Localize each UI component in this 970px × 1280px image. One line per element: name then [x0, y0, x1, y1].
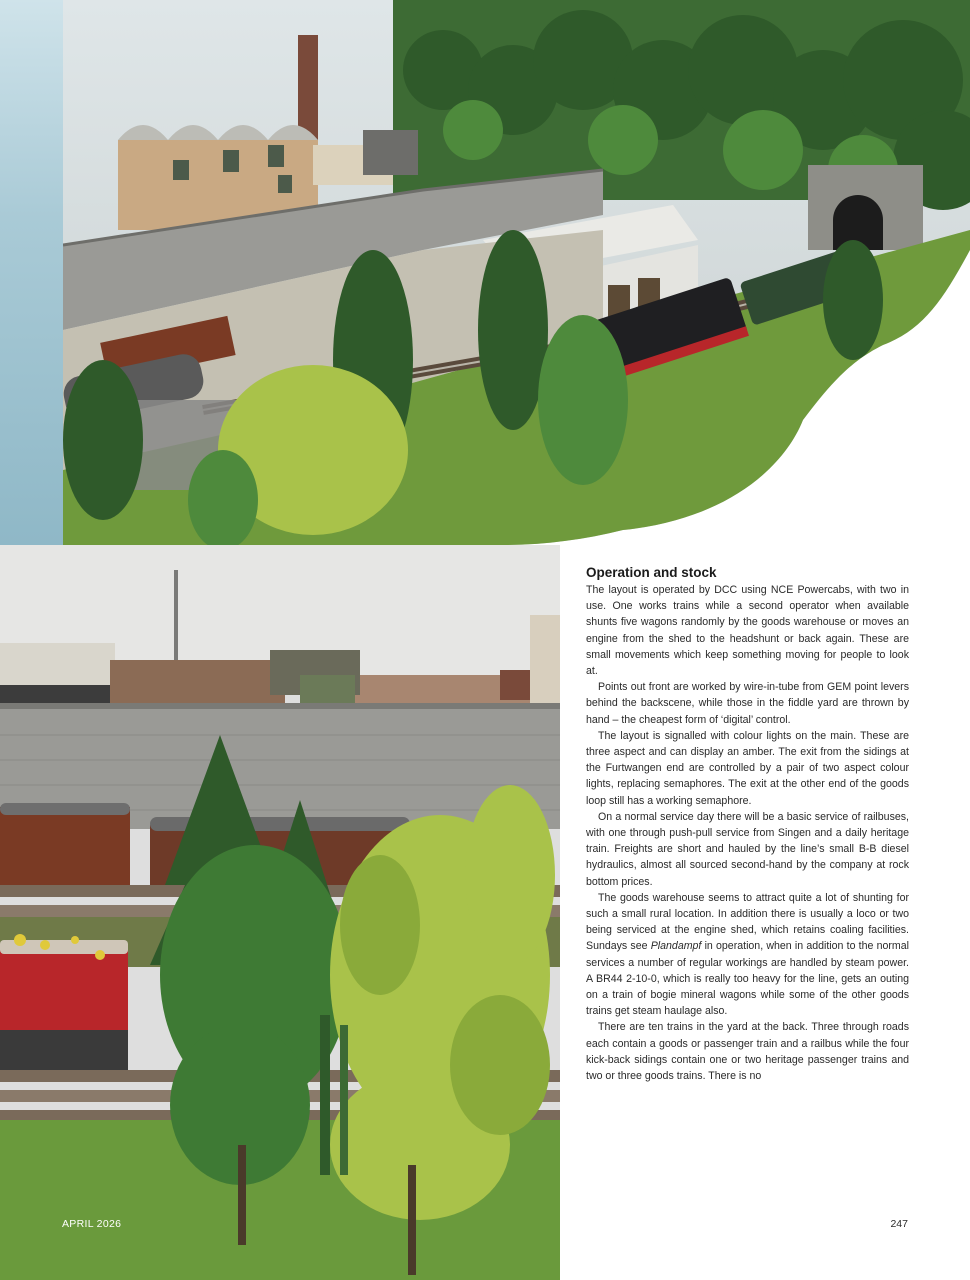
- emphasis-term: Plandampf: [650, 940, 702, 953]
- article-paragraph: There are ten trains in the yard at the back. Three through roads each contain a goods or passenger train and a railbus while the four kick-back sidings contain one or two heritage passenger trains and two or three goods trains. There is no: [586, 1021, 909, 1083]
- page-number: 247: [890, 1218, 908, 1230]
- section-heading: Operation and stock: [586, 565, 717, 580]
- top-photo-layout-scene: [63, 0, 970, 545]
- article-paragraph: Points out front are worked by wire-in-tube from GEM point levers behind the backscene, while those in the fiddle yard are thrown by hand – the cheapest form of ‘digital’ control.: [586, 681, 909, 726]
- bottom-photo-layout-scene: [0, 545, 560, 1280]
- article-paragraph: The layout is signalled with colour lights on the main. These are three aspect and can display an amber. The exit from the sidings at the Furtwangen end are controlled by a pair of two aspect colour lights, replacing semaphores. The exit at the other end of the goods loop still has a working semaphore.: [586, 729, 909, 807]
- side-gradient-strip: [0, 0, 64, 545]
- footer-issue-date: APRIL 2026: [62, 1218, 122, 1230]
- article-paragraph: [586, 890, 909, 1020]
- paragraph-text: The goods warehouse seems to attract quite a lot of shunting for such a small rural location. In addition there is usually a loco or two being serviced at the engine shed, which retains coaling facilities. Sundays see: [586, 891, 909, 953]
- paragraph-text: in operation, when in addition to the normal services a number of regular workings are handled by steam power. A BR44 2-10-0, which is really too heavy for the line, gets an outing on a train of bogie mineral wagons while some of the other goods trains get steam haulage also.: [586, 940, 909, 1018]
- article-paragraph: On a normal service day there will be a basic service of railbuses, with one through push-pull service from Singen and a daily heritage train. Freights are short and hauled by the line’s small B-B diesel hydraulics, almost all sourced second-hand by the company at rock bottom prices.: [586, 810, 909, 888]
- article-paragraph: The layout is operated by DCC using NCE Powercabs, with two in use. One works trains while a second operator when available shunts five wagons randomly by the goods warehouse or moves an engine from the shed to the headshunt or back again. These are small movements which keep something moving for people to look at.: [586, 584, 909, 678]
- article-body: [586, 565, 909, 1084]
